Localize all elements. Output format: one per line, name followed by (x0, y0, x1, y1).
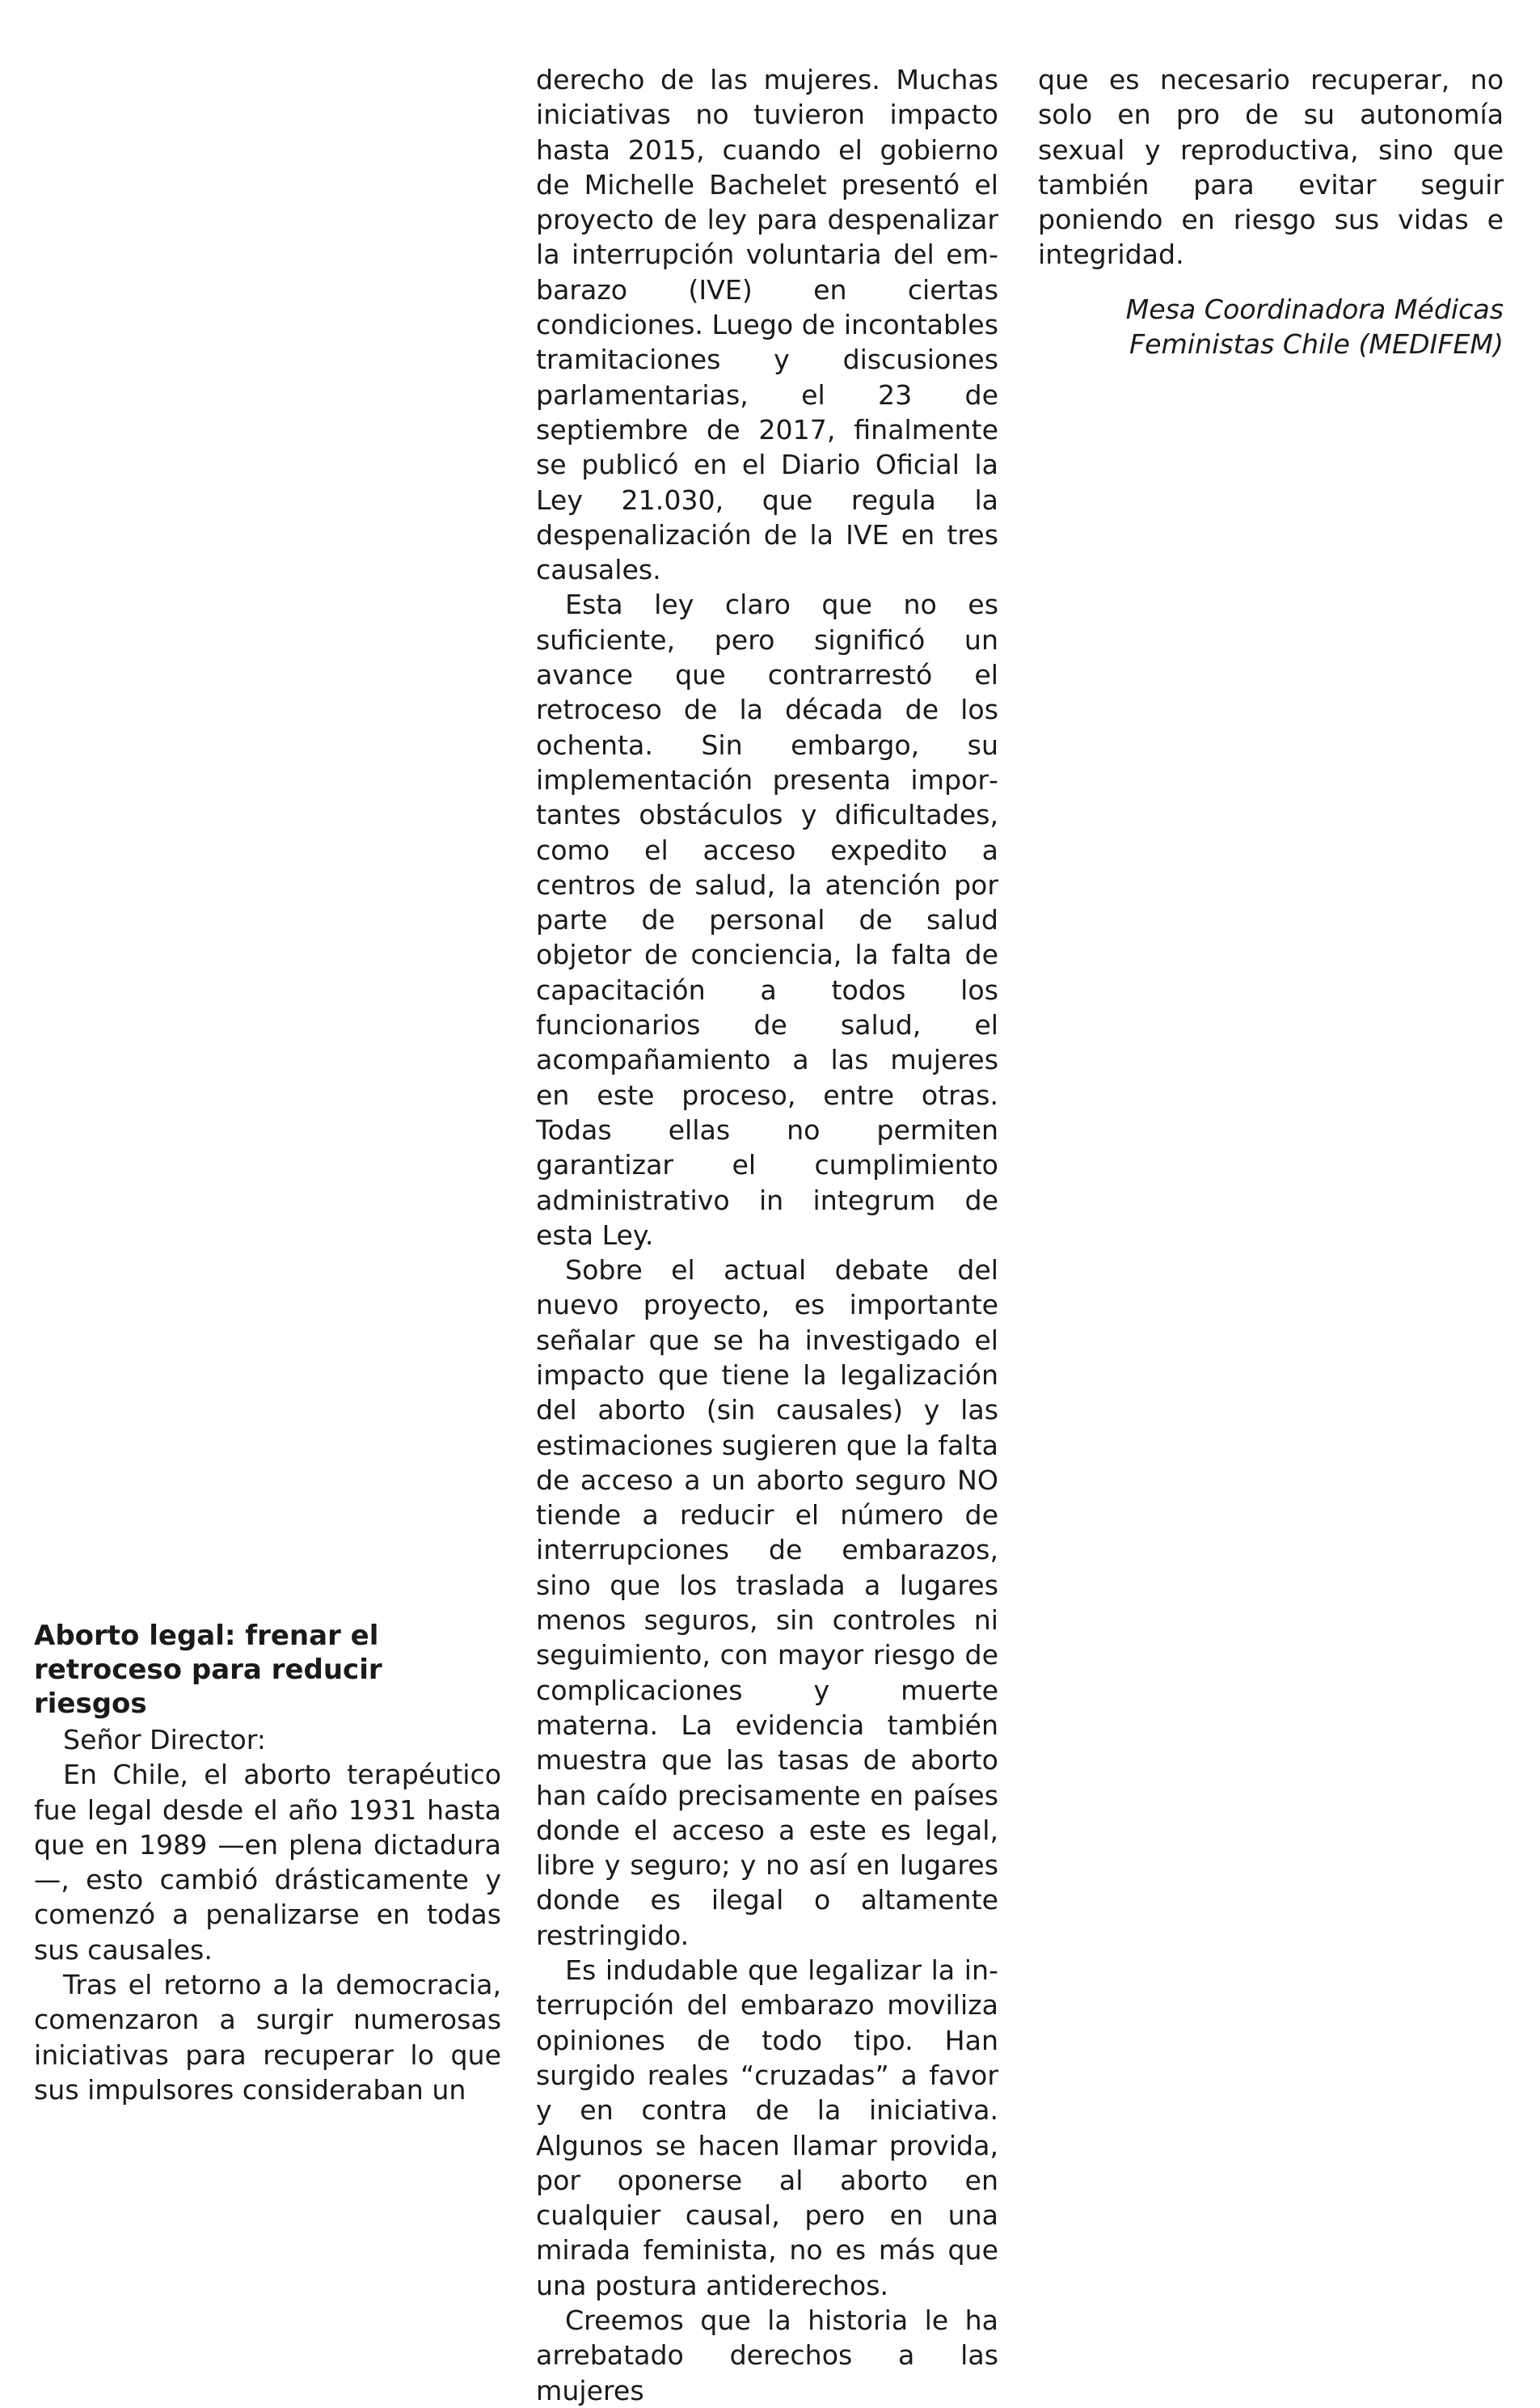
column-3 (1038, 62, 1504, 361)
paragraph-6-start: Creemos que la historia le ha arrebatado derechos a las mujeres (536, 2304, 998, 2406)
paragraph-4: Sobre el actual debate del nuevo proyecto, es importante señalar que se ha investigado el impacto que tiene la legalización del aborto (sin causales) y las estimaciones sugieren que la falta de acceso a un aborto seguro NO tiende a reducir el número de interrupciones de embarazos, sino que los traslada a lugares menos seguros, sin controles ni seguimiento, con mayor riesgo de complicaciones y muerte materna. La evidencia también muestra que las tasas de aborto han caído precisamente en países donde el acceso a este es legal, libre y seguro; y no así en lugares donde es ilegal o altamente restringido. (536, 1254, 998, 1951)
column-2 (536, 62, 998, 2408)
signature (1038, 292, 1504, 362)
paragraph-3: Esta ley claro que no es suficiente, pero significó un avance que contrarrestó el retroceso de la década de los ochenta. Sin embargo, su implementación presenta importantes obstáculos y dificultades, como el acceso expedito a centros de salud, la atención por parte de personal de salud objetor de conciencia, la falta de capacitación a todos los funcionarios de salud, el acompañamiento a las mujeres en este proceso, entre otras. Todas ellas no permiten garantizar el cumplimiento administrativo in integrum de esta Ley. (536, 589, 998, 1251)
signature-line-1: Mesa Coordinadora Médicas (1125, 293, 1504, 325)
paragraph-2-start: Tras el retorno a la democracia, comenzaron a surgir numerosas iniciativas para recuperar lo que sus impulsores consideraban un (34, 1969, 501, 2106)
paragraph-5: Es indudable que legalizar la interrupción del embarazo moviliza opiniones de todo tipo. Han surgido reales “cruzadas” a favor y en contra de la iniciativa. Algunos se hacen llamar provida, por oponerse al aborto en cualquier causal, pero en una mirada feminista, no es más que una postura antiderechos. (536, 1954, 998, 2301)
letter-headline: Aborto legal: frenar el retroceso para reducir riesgos (34, 1620, 382, 1720)
signature-line-2: Feministas Chile (MEDIFEM) (1129, 328, 1504, 361)
column-1 (34, 1619, 501, 2107)
salutation: Señor Director: (63, 1724, 266, 1755)
paragraph-6-continued: que es necesario recuperar, no solo en pro de su autonomía sexual y reproductiva, sino que también para evitar seguir poniendo en riesgo sus vidas e integridad. (1038, 64, 1504, 271)
paragraph-1: En Chile, el aborto terapéutico fue legal desde el año 1931 hasta que en 1989 —en plena dictadura—, esto cambió drásticamente y comenzó a penalizarse en todas sus causales. (34, 1759, 501, 1966)
paragraph-2-continued: derecho de las mujeres. Muchas iniciativas no tuvieron impacto hasta 2015, cuando el gobierno de Michelle Bachelet presentó el proyecto de ley para despenalizar la interrupción voluntaria del embarazo (IVE) en ciertas condiciones. Luego de incontables tramitaciones y discusiones parlamentarias, el 23 de septiembre de 2017, finalmente se publicó en el Diario Oficial la Ley 21.030, que regula la despenalización de la IVE en tres causales. (536, 64, 998, 586)
